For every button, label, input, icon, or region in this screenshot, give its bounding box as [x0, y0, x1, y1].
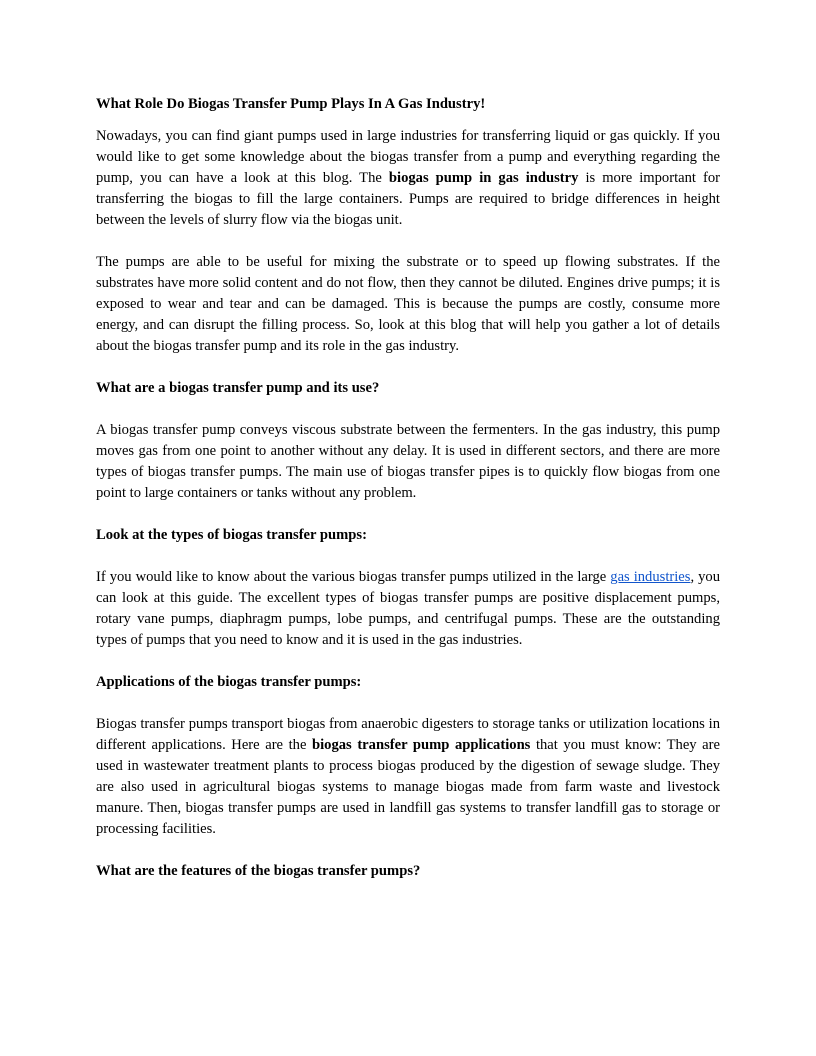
- gas-industries-link[interactable]: gas industries: [610, 569, 691, 585]
- section-heading-applications: Applications of the biogas transfer pumps:: [96, 674, 362, 690]
- intro-paragraph-2: The pumps are able to be useful for mixing the substrate or to speed up flowing substrates. If the substrates have more solid content and do not flow, then they cannot be diluted. Engines drive pumps; it is exposed to wear and tear and can be damaged. This is because the pumps are costly, consume more energy, and can disrupt the filling process. So, look at this blog that will help you gather a lot of details about the biogas transfer pump and its role in the gas industry.: [96, 254, 720, 354]
- section-types-text-end: , you can look at this guide. The excellent types of biogas transfer pumps are positive displacement pumps, rotary vane pumps, diaphragm pumps, lobe pumps, and centrifugal pumps. These are the outstanding types of pumps that you need to know and it is used in the gas industries.: [96, 569, 720, 648]
- intro-p1-bold-phrase: biogas pump in gas industry: [388, 170, 579, 186]
- section-use-paragraph: A biogas transfer pump conveys viscous substrate between the fermenters. In the gas industry, this pump moves gas from one point to another without any delay. It is used in different sectors, and there are more types of biogas transfer pumps. The main use of biogas transfer pipes is to quickly flow biogas from one point to large containers or tanks without any problem.: [96, 422, 720, 501]
- section-types-text-start: If you would like to know about the various biogas transfer pumps utilized in the large: [96, 569, 611, 585]
- section-applications-text-end: that you must know: They are used in wastewater treatment plants to process biogas produced by the digestion of sewage sludge. They are also used in agricultural biogas systems to manage biogas made from farm waste and livestock manure. Then, biogas transfer pumps are used in landfill gas systems to transfer landfill gas to storage or processing facilities.: [96, 737, 720, 837]
- page-title: What Role Do Biogas Transfer Pump Plays In A Gas Industry!: [96, 96, 486, 112]
- section-heading-features: What are the features of the biogas transfer pumps?: [96, 863, 421, 879]
- document-page: [96, 94, 720, 903]
- intro-p1-text-end: is more important for transferring the biogas to fill the large containers. Pumps are required to bridge differences in height between the levels of slurry flow via the biogas unit.: [96, 170, 721, 228]
- section-applications-text-start: Biogas transfer pumps transport biogas from anaerobic digesters to storage tanks or utilization locations in different applications. Here are the: [96, 716, 720, 753]
- section-types-paragraph: [96, 567, 720, 651]
- intro-p1-text-start: Nowadays, you can find giant pumps used in large industries for transferring liquid or gas quickly. If you would like to get some knowledge about the biogas transfer from a pump and everything regarding the pump, you can have a look at this blog. The: [96, 128, 720, 186]
- intro-paragraph-1: [96, 126, 720, 231]
- section-heading-use: What are a biogas transfer pump and its use?: [96, 380, 380, 396]
- section-applications-bold-phrase: biogas transfer pump applications: [312, 737, 531, 753]
- section-heading-types: Look at the types of biogas transfer pumps:: [96, 527, 367, 543]
- section-applications-paragraph: [96, 714, 720, 840]
